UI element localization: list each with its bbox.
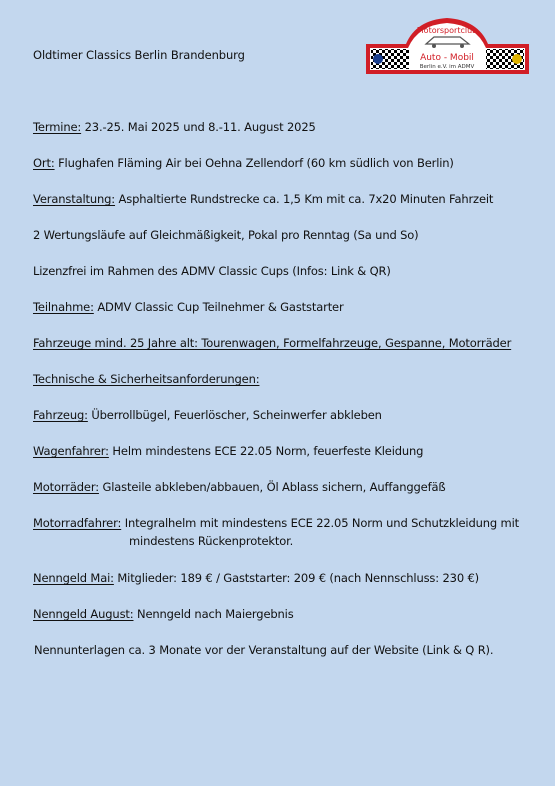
logo-name: Auto - Mobil: [420, 53, 474, 63]
info-line-car-drivers: Wagenfahrer: Helm mindestens ECE 22.05 Norm, feuerfeste Kleidung: [33, 444, 424, 458]
info-line-motorcycle-riders: Motorradfahrer: Integralhelm mit mindestens ECE 22.05 Norm und Schutzkleidung mit mindestens Rückenprotektor.: [33, 516, 520, 548]
club-logo: [364, 14, 531, 76]
info-line-motorcycles: Motorräder: Glasteile abkleben/abbauen, Öl Ablass sichern, Auffanggefäß: [33, 480, 446, 494]
emblem-right-icon: [512, 54, 522, 64]
info-line-documents: Nennunterlagen ca. 3 Monate vor der Veranstaltung auf der Website (Link & Q R).: [34, 643, 494, 657]
info-line-fee-august: Nenngeld August: Nenngeld nach Maiergebnis: [33, 607, 294, 621]
info-line-participation: Teilnahme: ADMV Classic Cup Teilnehmer & Gaststarter: [33, 300, 344, 314]
info-line-vehicle-reqs: Fahrzeug: Überrollbügel, Feuerlöscher, Scheinwerfer abkleben: [33, 408, 382, 422]
info-line-event: Veranstaltung: Asphaltierte Rundstrecke ca. 1,5 Km mit ca. 7x20 Minuten Fahrzeit: [33, 192, 494, 206]
info-line-scoring: 2 Wertungsläufe auf Gleichmäßigkeit, Pokal pro Renntag (Sa und So): [33, 228, 419, 242]
info-line-fee-may: Nenngeld Mai: Mitglieder: 189 € / Gaststarter: 209 € (nach Nennschluss: 230 €): [33, 571, 480, 585]
info-line-vehicles: Fahrzeuge mind. 25 Jahre alt: Tourenwagen, Formelfahrzeuge, Gespanne, Motorräder: [33, 336, 512, 350]
emblem-left-icon: [373, 54, 383, 64]
info-line-dates: Termine: 23.-25. Mai 2025 und 8.-11. August 2025: [33, 120, 316, 134]
logo-arc-text: Motorsportclub: [416, 26, 478, 35]
info-line-location: Ort: Flughafen Fläming Air bei Oehna Zellendorf (60 km südlich von Berlin): [33, 156, 454, 170]
info-line-requirements-heading: Technische & Sicherheitsanforderungen:: [33, 372, 260, 386]
page-title: Oldtimer Classics Berlin Brandenburg: [33, 48, 245, 62]
logo-subtitle: Berlin e.V. im ADMV: [419, 64, 475, 70]
info-line-license: Lizenzfrei im Rahmen des ADMV Classic Cups (Infos: Link & QR): [33, 264, 391, 278]
